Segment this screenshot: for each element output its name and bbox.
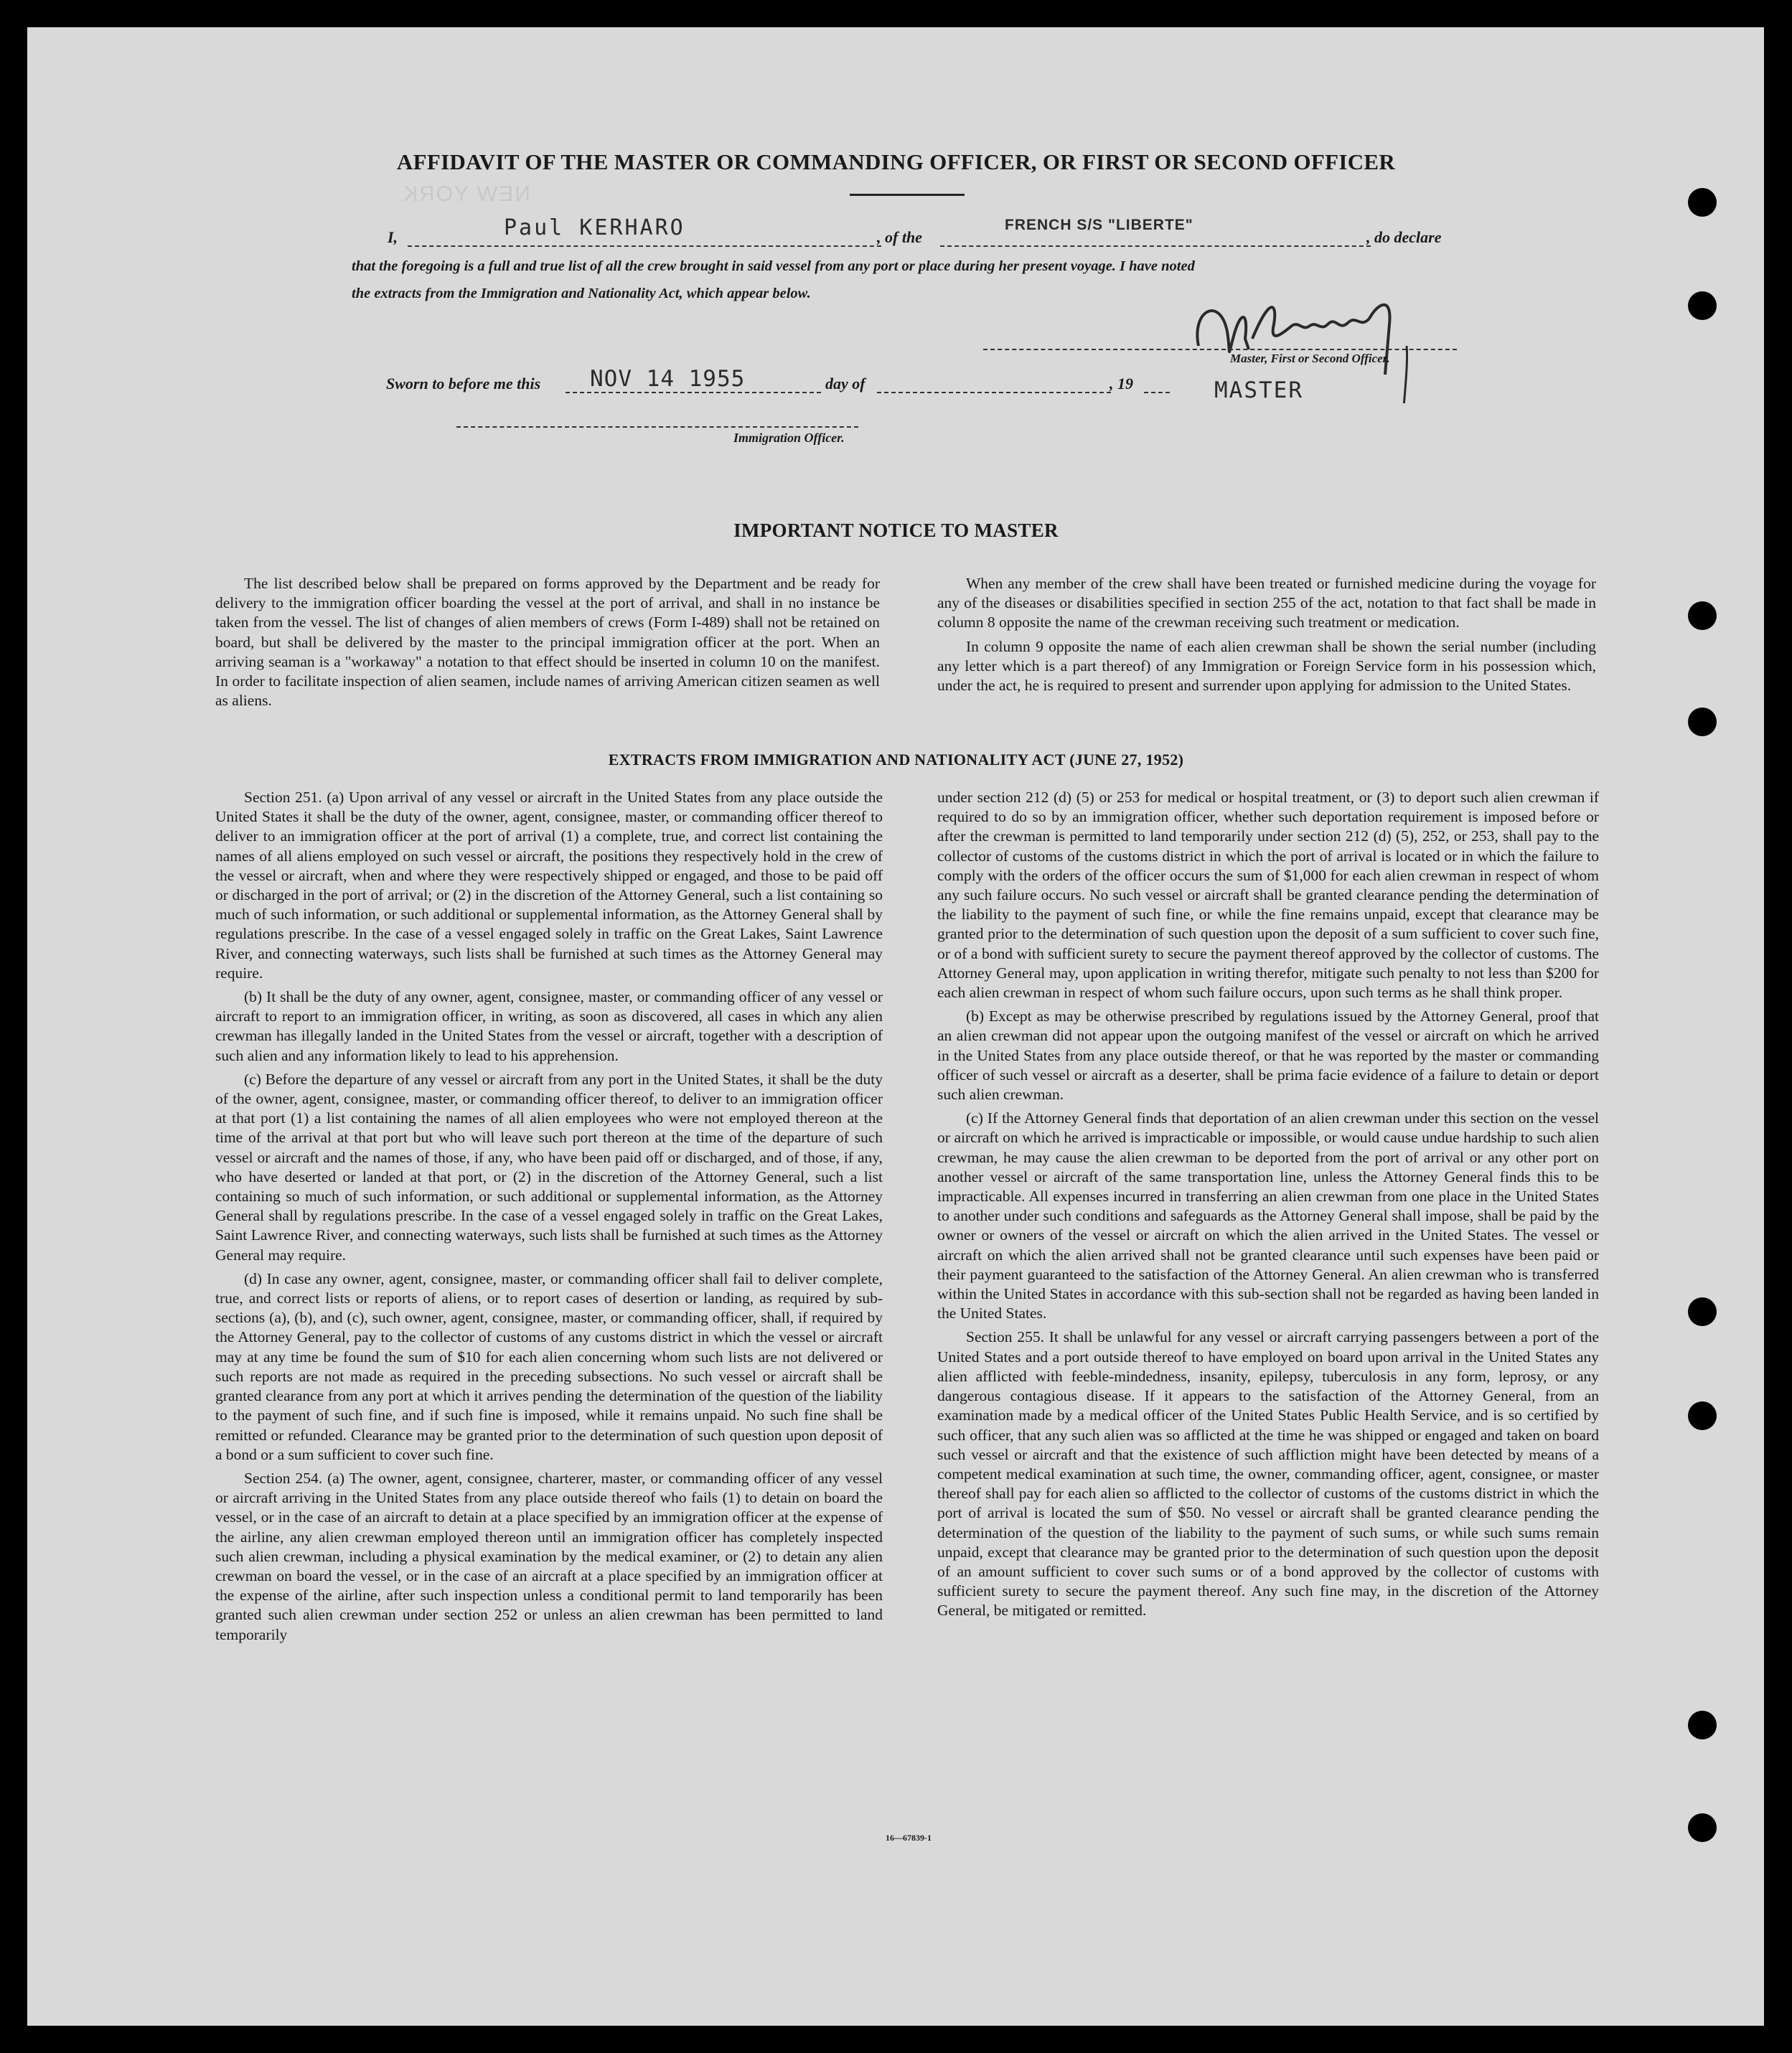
punch-hole [1688, 601, 1717, 630]
signature-caption: Master, First or Second Officer. [1230, 352, 1390, 365]
extract-paragraph: (b) It shall be the duty of any owner, agent, consignee, master, or commanding officer of any vessel or aircraft to report to an immigration officer, in writing, as soon as discovered, all cases in which any alien crewman has illegally landed in the United States from the vessel or aircraft, together with a description of such alien and any information likely to lead to his apprehension. [215, 988, 883, 1064]
extract-paragraph: Section 255. It shall be unlawful for any vessel or aircraft carrying passengers between a port of the United States and a port outside thereof to have employed on board upon arrival in the United States any alien afflicted with feeble-mindedness, insanity, epilepsy, tuberculosis in any form, leprosy, or any dangerous contagious disease. If it appears to the satisfaction of the Attorney General, from an examination made by a medical officer of the United States Public Health Service, and is so certified by such officer, that any such alien was so afflicted at the time he was shipped or engaged and taken on board such vessel or aircraft and that the existence of such affliction might have been detected by means of a competent medical examination at such time, the owner, commanding officer, agent, consignee, or master thereof shall pay for each alien so afflicted to the collector of customs of the customs district in which the port of arrival is located the sum of $50. No vessel or aircraft shall be granted clearance pending the determination of the question of the liability to the payment of such sums, or while such sums remain unpaid, except that clearance may be granted prior to the determination of such question upon the deposit of an amount sufficient to cover such sums or of a bond approved by the collector of customs with sufficient surety to secure the payment thereof. Any such fine may, in the discretion of the Attorney General, be mitigated or remitted. [937, 1328, 1599, 1620]
year-field-line [1144, 392, 1170, 393]
year-label: , 19 [1110, 375, 1133, 393]
sworn-date: NOV 14 1955 [590, 366, 746, 392]
notice-right-paragraph: When any member of the crew shall have been treated or furnished medicine during the voyage for any of the diseases or disabilities specified in section 255 of the act, notation to that fact shall be made in column 8 opposite the name of the crewman receiving such treatment or medication. [937, 575, 1596, 631]
officer-field-line [456, 426, 858, 428]
notice-right-paragraph: In column 9 opposite the name of each alien crewman shall be shown the serial number (including any letter which is a part thereof) of any Immigration or Foreign Service form in his possession which, under the act, he is required to present and surrender upon applying for admission to the United States. [937, 637, 1596, 695]
notice-title: IMPORTANT NOTICE TO MASTER [733, 520, 1059, 541]
notice-right-column [937, 574, 1596, 700]
vessel-field-line [940, 245, 1371, 247]
form-code: 16—67839-1 [886, 1833, 932, 1843]
month-field-line [877, 392, 1111, 393]
sworn-prefix: Sworn to before me this [386, 375, 541, 393]
declaration-line-2: that the foregoing is a full and true list of all the crew brought in said vessel from any port or place during her present voyage. I have noted [352, 258, 1195, 274]
punch-hole [1688, 1297, 1717, 1326]
day-of-label: day of [825, 375, 865, 393]
name-field-line [408, 245, 881, 247]
extract-paragraph: (c) Before the departure of any vessel or aircraft from any port in the United States, it shall be the duty of the owner, agent, consignee, master, or commanding officer thereof, to deliver to an immigration officer at that port (1) a list containing the names of all alien employees who were not employed thereon at the time of the arrival at that port but who will leave such port thereon at the time of the departure of such vessel or aircraft and the names of those, if any, who have been paid off or discharged, and of those, if any, who have deserted or landed at that port, or (2) in the discretion of the Attorney General, such a list containing so much of such information, or such additional or supplemental information, as the Attorney General shall by regulations prescribe. In the case of a vessel engaged solely in traffic on the Great Lakes, Saint Lawrence River, and connecting waterways, such lists shall be furnished at such times as the Attorney General may require. [215, 1070, 883, 1264]
bleed-through-stamp: NEW YORK [402, 182, 530, 206]
extract-paragraph: (c) If the Attorney General finds that deportation of an alien crewman under this section on the vessel or aircraft on which he arrived is impracticable or impossible, or would cause undue hardship to such alien crewman, he may cause the alien crewman to be deported from the port of arrival or any other port on another vessel or aircraft of the same transportation line, unless the Attorney General finds this to be impracticable. All expenses incurred in transferring an alien crewman from one place in the United States to another under such conditions and safeguards as the Attorney General shall impose, shall be paid by the owner or owners of the vessel or aircraft on which the alien arrived in the United States. The vessel or aircraft on which the alien arrived shall not be granted clearance until such expenses have been paid or their payment guaranteed to the satisfaction of the Attorney General. An alien crewman who is transferred within the United States in accordance with this sub-section shall not be regarded as having been landed in the United States. [937, 1109, 1599, 1323]
extract-paragraph: under section 212 (d) (5) or 253 for medical or hospital treatment, or (3) to deport such alien crewman if required to do so by an immigration officer, whether such deportation requirement is imposed before or after the crewman is permitted to land temporarily under section 212 (d) (5), 252, or 253, shall pay to the collector of customs of the customs district in which the port of arrival is located or in which the failure to comply with the orders of the officer occurs the sum of $1,000 for each alien crewman in respect of whom any such failure occurs. No such vessel or aircraft shall be granted clearance pending the determination of the liability to the payment of such fine, or while the fine remains unpaid, except that clearance may be granted prior to the determination of such question upon the deposit of a sum sufficient to cover such fine, or of a bond with sufficient surety to secure the payment thereof approved by the collector of customs. The Attorney General may, upon application in writing therefor, mitigate such penalty to not less than $200 for each alien crewman in respect of whom such failure occurs, upon such terms as he shall think proper. [937, 789, 1599, 1002]
punch-hole [1688, 188, 1717, 217]
punch-hole [1688, 708, 1717, 736]
extract-paragraph: (d) In case any owner, agent, consignee, master, or commanding officer shall fail to deliver complete, true, and correct lists or reports of aliens, or to report cases of desertion or landing, as required by sub-sections (a), (b), and (c), such owner, agent, consignee, master, or commanding officer, shall, if required by the Attorney General, pay to the collector of customs of any customs district in which the vessel or aircraft may at any time be found the sum of $10 for each alien concerning whom such lists are not delivered or such reports are not made as required in the preceding subsections. No such vessel or aircraft shall be granted clearance from any port at which it arrives pending the determination of the question of the liability to the payment of such fine, and if such fine is imposed, while it remains unpaid. No such fine shall be remitted or refunded. Clearance may be granted prior to the determination of such question upon deposit of a bond or a sum sufficient to cover such fine. [215, 1269, 883, 1463]
extracts-title: EXTRACTS FROM IMMIGRATION AND NATIONALITY ACT (JUNE 27, 1952) [608, 751, 1184, 769]
officer-caption: Immigration Officer. [733, 431, 845, 445]
extracts-right-column [937, 788, 1599, 1625]
extract-paragraph: (b) Except as may be otherwise prescribed by regulations issued by the Attorney General, proof that an alien crewman did not appear upon the outgoing manifest of the vessel or aircraft on which he arrived in the United States from any place outside thereof, or that he was reported by the master or commanding officer of such vessel or aircraft as a deserter, shall be prima facie evidence of a failure to detain or deport such alien crewman. [937, 1007, 1599, 1104]
declaration-prefix: I, [388, 228, 398, 246]
punch-hole [1688, 291, 1717, 320]
title-rule [850, 194, 965, 196]
punch-hole [1688, 1401, 1717, 1430]
rank-stamp: MASTER [1214, 377, 1303, 403]
punch-hole [1688, 1813, 1717, 1842]
signature-field-line [983, 349, 1457, 350]
declaration-line-3: the extracts from the Immigration and Nationality Act, which appear below. [352, 286, 811, 301]
vessel-name: FRENCH S/S "LIBERTE" [1005, 217, 1193, 233]
extracts-left-column [215, 788, 883, 1649]
master-name: Paul KERHARO [504, 215, 685, 240]
do-declare-label: , do declare [1366, 228, 1442, 246]
affidavit-title: AFFIDAVIT OF THE MASTER OR COMMANDING OFFICER, OR FIRST OR SECOND OFFICER [396, 149, 1396, 174]
notice-left-column [215, 574, 880, 715]
extract-paragraph: Section 251. (a) Upon arrival of any vessel or aircraft in the United States from any place outside the United States it shall be the duty of the owner, agent, consignee, master, or commanding officer thereof to deliver to an immigration officer at the port of arrival (1) a complete, true, and correct list containing the names of all aliens employed on such vessel or aircraft, the positions they respectively hold in the crew of the vessel or aircraft, when and where they were respectively shipped or engaged, and those to be paid off or discharged in the port of arrival; or (2) in the discretion of the Attorney General, such a list containing so much of such information, or such additional or supplemental information, as the Attorney General shall by regulations prescribe. In the case of a vessel engaged solely in traffic on the Great Lakes, Saint Lawrence River, and connecting waterways, such lists shall be furnished at such times as the Attorney General may require. [215, 789, 883, 982]
of-the-label: , of the [877, 228, 922, 246]
punch-hole [1688, 1711, 1717, 1739]
notice-left-paragraph: The list described below shall be prepared on forms approved by the Department and be ready for delivery to the immigration officer boarding the vessel at the port of arrival, and shall in no instance be taken from the vessel. The list of changes of alien members of crews (Form I-489) shall not be retained on board, but shall be delivered by the master to the principal immigration officer at the port. When an arriving seaman is a "workaway" a notation to that effect should be inserted in column 10 on the manifest. In order to facilitate inspection of alien seamen, include names of arriving American citizen seamen as well as aliens. [215, 575, 880, 710]
extract-paragraph: Section 254. (a) The owner, agent, consignee, charterer, master, or commanding officer of any vessel or aircraft arriving in the United States from any place outside thereof who fails (1) to detain on board the vessel, or in the case of an aircraft to detain at a place specified by an immigration officer at the expense of the airline, any alien crewman employed thereon until an immigration officer has completely inspected such alien crewman, including a physical examination by the medical examiner, or (2) to detain any alien crewman on board the vessel, or in the case of an aircraft at a place specified by an immigration officer at the expense of the airline, after such inspection unless a conditional permit to land temporarily has been granted such alien crewman under section 252 or unless an alien crewman has been permitted to land temporarily [215, 1469, 883, 1643]
sworn-date-field-line [566, 392, 821, 393]
